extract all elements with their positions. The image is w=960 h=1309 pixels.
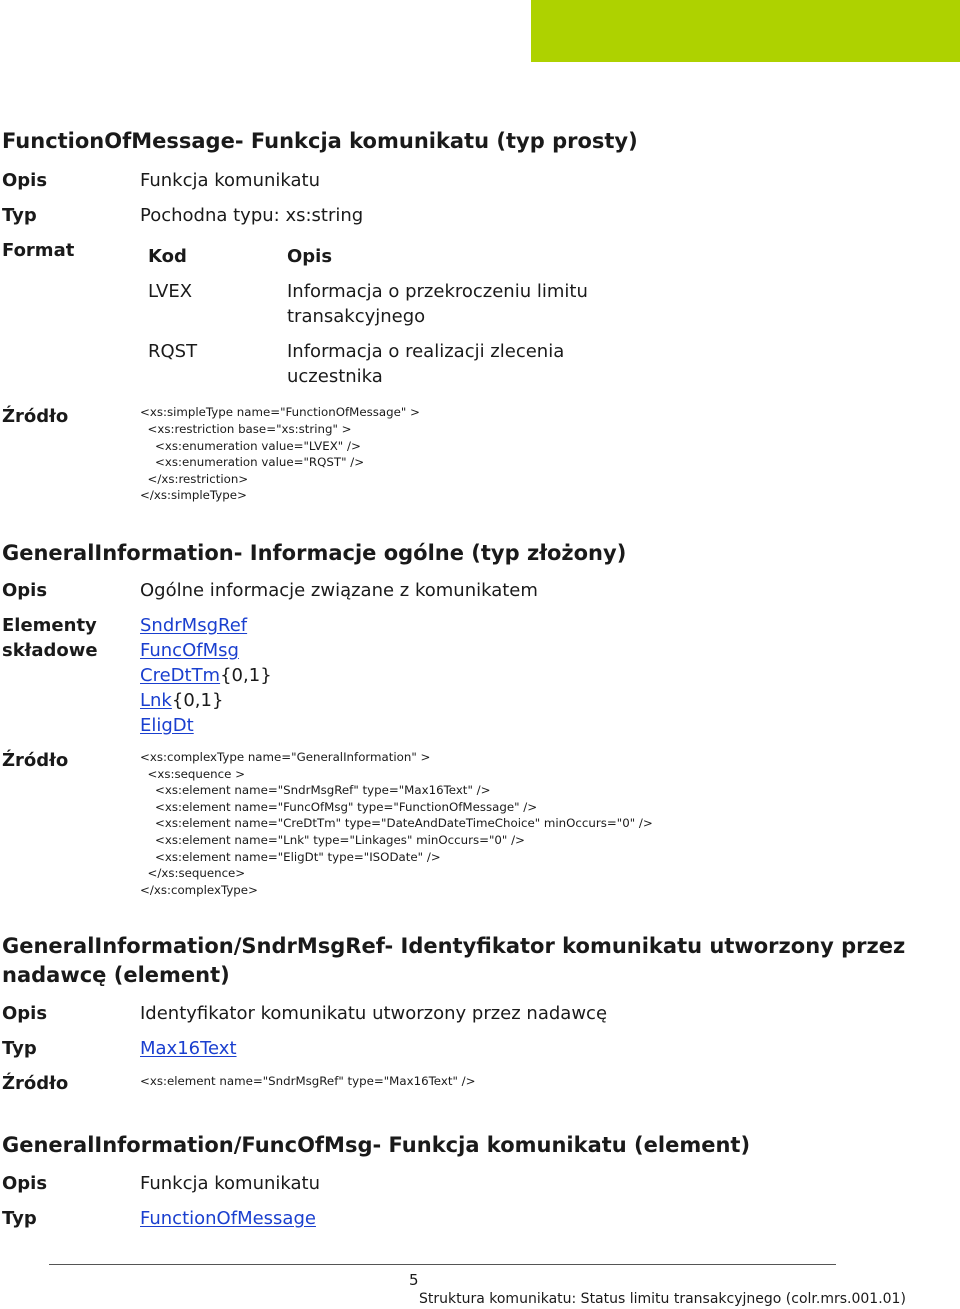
list-item: [140, 663, 272, 688]
table-cell-opis: Informacja o realizacji zlecenia: [287, 341, 565, 362]
opis-value: Funkcja komunikatu: [140, 170, 321, 191]
typ-value: [140, 1036, 237, 1061]
code-line: </xs:restriction>: [140, 472, 249, 486]
element-link-eligdt[interactable]: EligDt: [140, 715, 194, 736]
page-number: 5: [409, 1271, 419, 1289]
code-line: <xs:element name="SndrMsgRef" type="Max16Text" />: [140, 783, 491, 797]
code-line: </xs:sequence>: [140, 866, 246, 880]
typ-value: [140, 1206, 316, 1231]
code-line: <xs:restriction base="xs:string" >: [140, 422, 352, 436]
list-item: [140, 688, 223, 713]
zrodlo-label: Źródło: [2, 406, 69, 427]
code-line: </xs:complexType>: [140, 883, 258, 897]
code-line: <xs:element name="SndrMsgRef" type="Max16Text" />: [140, 1074, 476, 1088]
table-cell-opis: transakcyjnego: [287, 306, 426, 327]
footer-divider: [49, 1264, 836, 1265]
section-heading: FunctionOfMessage- Funkcja komunikatu (typ prosty): [2, 129, 638, 153]
list-item: [140, 613, 247, 638]
element-link-funcofmsg[interactable]: FuncOfMsg: [140, 640, 239, 661]
element-link-lnk[interactable]: Lnk: [140, 690, 172, 711]
section-heading: GeneralInformation- Informacje ogólne (typ złożony): [2, 541, 627, 565]
typ-value: Pochodna typu: xs:string: [140, 205, 364, 226]
elementy-label: Elementy: [2, 615, 97, 636]
typ-label: Typ: [2, 205, 37, 226]
opis-value: Funkcja komunikatu: [140, 1173, 321, 1194]
zrodlo-label: Źródło: [2, 1073, 69, 1094]
section-heading: GeneralInformation/SndrMsgRef- Identyfikator komunikatu utworzony przez: [2, 934, 906, 958]
code-line: <xs:element name="CreDtTm" type="DateAndDateTimeChoice" minOccurs="0" />: [140, 816, 653, 830]
header-accent-bar: [531, 0, 960, 62]
list-item: [140, 713, 194, 738]
code-line: </xs:simpleType>: [140, 488, 247, 502]
type-link-max16text[interactable]: Max16Text: [140, 1038, 237, 1059]
element-link-credttm[interactable]: CreDtTm: [140, 665, 221, 686]
format-label: Format: [2, 240, 75, 261]
opis-label: Opis: [2, 1003, 48, 1024]
table-cell-opis: uczestnika: [287, 366, 383, 387]
typ-label: Typ: [2, 1038, 37, 1059]
opis-label: Opis: [2, 1173, 48, 1194]
section-heading-continued: nadawcę (element): [2, 963, 230, 987]
column-header-opis: Opis: [287, 246, 333, 267]
table-cell-kod: RQST: [148, 341, 198, 362]
list-item: [140, 638, 239, 663]
opis-label: Opis: [2, 580, 48, 601]
code-line: <xs:element name="EligDt" type="ISODate" />: [140, 850, 441, 864]
code-line: <xs:complexType name="GeneralInformation" >: [140, 750, 431, 764]
code-line: <xs:simpleType name="FunctionOfMessage" >: [140, 405, 420, 419]
opis-label: Opis: [2, 170, 48, 191]
zrodlo-label: Źródło: [2, 750, 69, 771]
code-line: <xs:enumeration value="LVEX" />: [140, 439, 361, 453]
footer-document-title: Struktura komunikatu: Status limitu transakcyjnego (colr.mrs.001.01): [419, 1291, 906, 1307]
table-cell-kod: LVEX: [148, 281, 193, 302]
opis-value: Ogólne informacje związane z komunikatem: [140, 580, 538, 601]
typ-label: Typ: [2, 1208, 37, 1229]
code-line: <xs:enumeration value="RQST" />: [140, 455, 365, 469]
column-header-kod: Kod: [148, 246, 187, 267]
code-line: <xs:sequence >: [140, 767, 245, 781]
opis-value: Identyfikator komunikatu utworzony przez nadawcę: [140, 1003, 608, 1024]
table-cell-opis: Informacja o przekroczeniu limitu: [287, 281, 588, 302]
element-cardinality: {0,1}: [171, 690, 224, 711]
type-link-functionofmessage[interactable]: FunctionOfMessage: [140, 1208, 316, 1229]
section-heading: GeneralInformation/FuncOfMsg- Funkcja komunikatu (element): [2, 1133, 751, 1157]
element-cardinality: {0,1}: [220, 665, 272, 686]
code-line: <xs:element name="FuncOfMsg" type="FunctionOfMessage" />: [140, 800, 538, 814]
element-link-sndrmsgref[interactable]: SndrMsgRef: [140, 615, 248, 636]
code-line: <xs:element name="Lnk" type="Linkages" minOccurs="0" />: [140, 833, 525, 847]
skladowe-label: składowe: [2, 640, 98, 661]
